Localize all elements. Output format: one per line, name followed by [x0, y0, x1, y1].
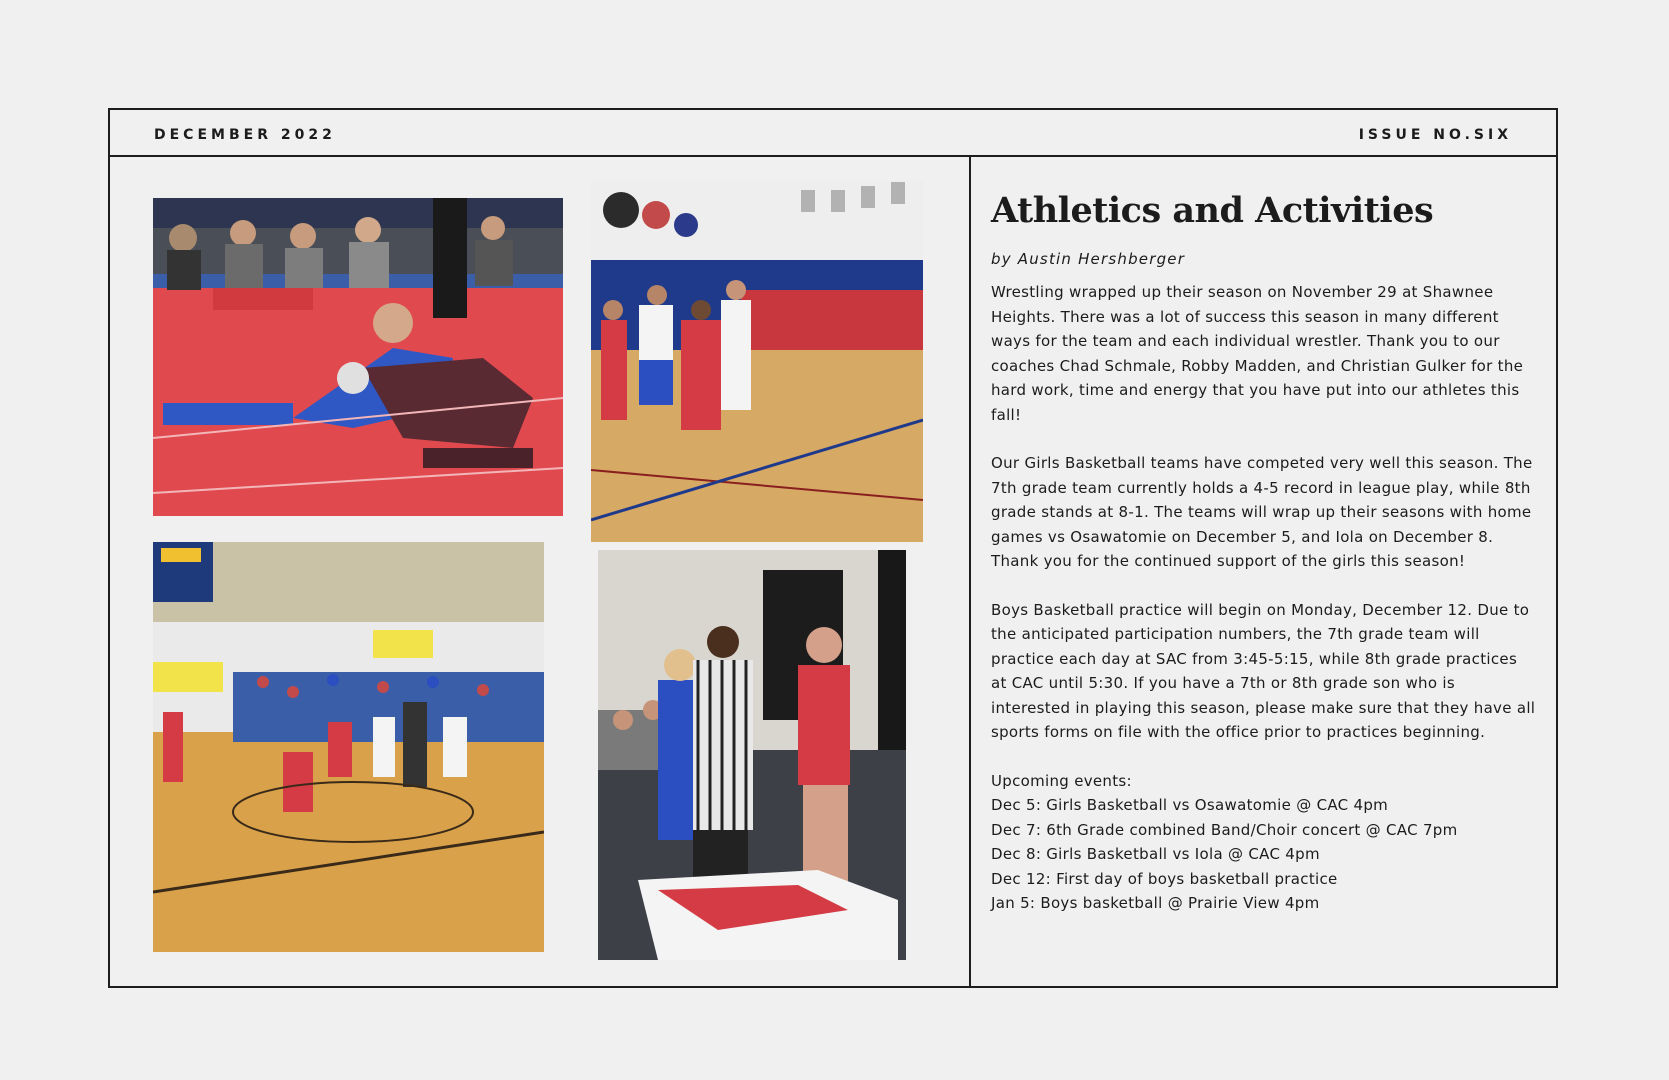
- header-bar: [110, 110, 1556, 157]
- event-item: Dec 5: Girls Basketball vs Osawatomie @ CAC 4pm: [991, 796, 1389, 814]
- issue-date: DECEMBER 2022: [154, 127, 336, 143]
- column-divider: [969, 157, 971, 986]
- issue-number: ISSUE NO.SIX: [1358, 127, 1512, 143]
- article-byline: by Austin Hershberger: [991, 250, 1186, 268]
- article: [991, 190, 1536, 916]
- basketball-jump-ball-photo: [591, 180, 923, 542]
- article-paragraph: Boys Basketball practice will begin on Monday, December 12. Due to the anticipated participation numbers, the 7th grade team will practice each day at SAC from 3:45-5:15, while 8th grade practices at CAC until 5:30. If you have a 7th or 8th grade son who is interested in playing this season, please make sure that they have all sports forms on file with the office prior to practices beginning.: [991, 600, 1536, 741]
- event-item: Dec 7: 6th Grade combined Band/Choir concert @ CAC 7pm: [991, 820, 1458, 839]
- events-heading: Upcoming events:: [991, 771, 1132, 790]
- wrestling-referee-photo: [598, 550, 906, 960]
- newsletter-page: [108, 108, 1558, 988]
- article-title: Athletics and Activities: [991, 190, 1434, 231]
- article-paragraph: Our Girls Basketball teams have competed very well this season. The 7th grade team currently holds a 4-5 record in league play, while 8th grade stands at 8-1. The teams will wrap up their seasons with home games vs Osawatomie on December 5, and Iola on December 8. Thank you for the continued support of the girls this season!: [991, 454, 1533, 570]
- events-list: [991, 769, 1536, 916]
- article-paragraph: Wrestling wrapped up their season on November 29 at Shawnee Heights. There was a lot of success this season in many different ways for the team and each individual wrestler. Thank you to our coaches Chad Schmale, Robby Madden, and Christian Gulker for the hard work, time and energy that you have put into our athletes this fall!: [991, 283, 1524, 424]
- wrestling-mat-photo: [153, 198, 563, 516]
- event-item: Jan 5: Boys basketball @ Prairie View 4pm: [991, 894, 1320, 912]
- basketball-game-photo: [153, 542, 544, 952]
- event-item: Dec 8: Girls Basketball vs Iola @ CAC 4pm: [991, 845, 1320, 863]
- event-item: Dec 12: First day of boys basketball practice: [991, 869, 1338, 888]
